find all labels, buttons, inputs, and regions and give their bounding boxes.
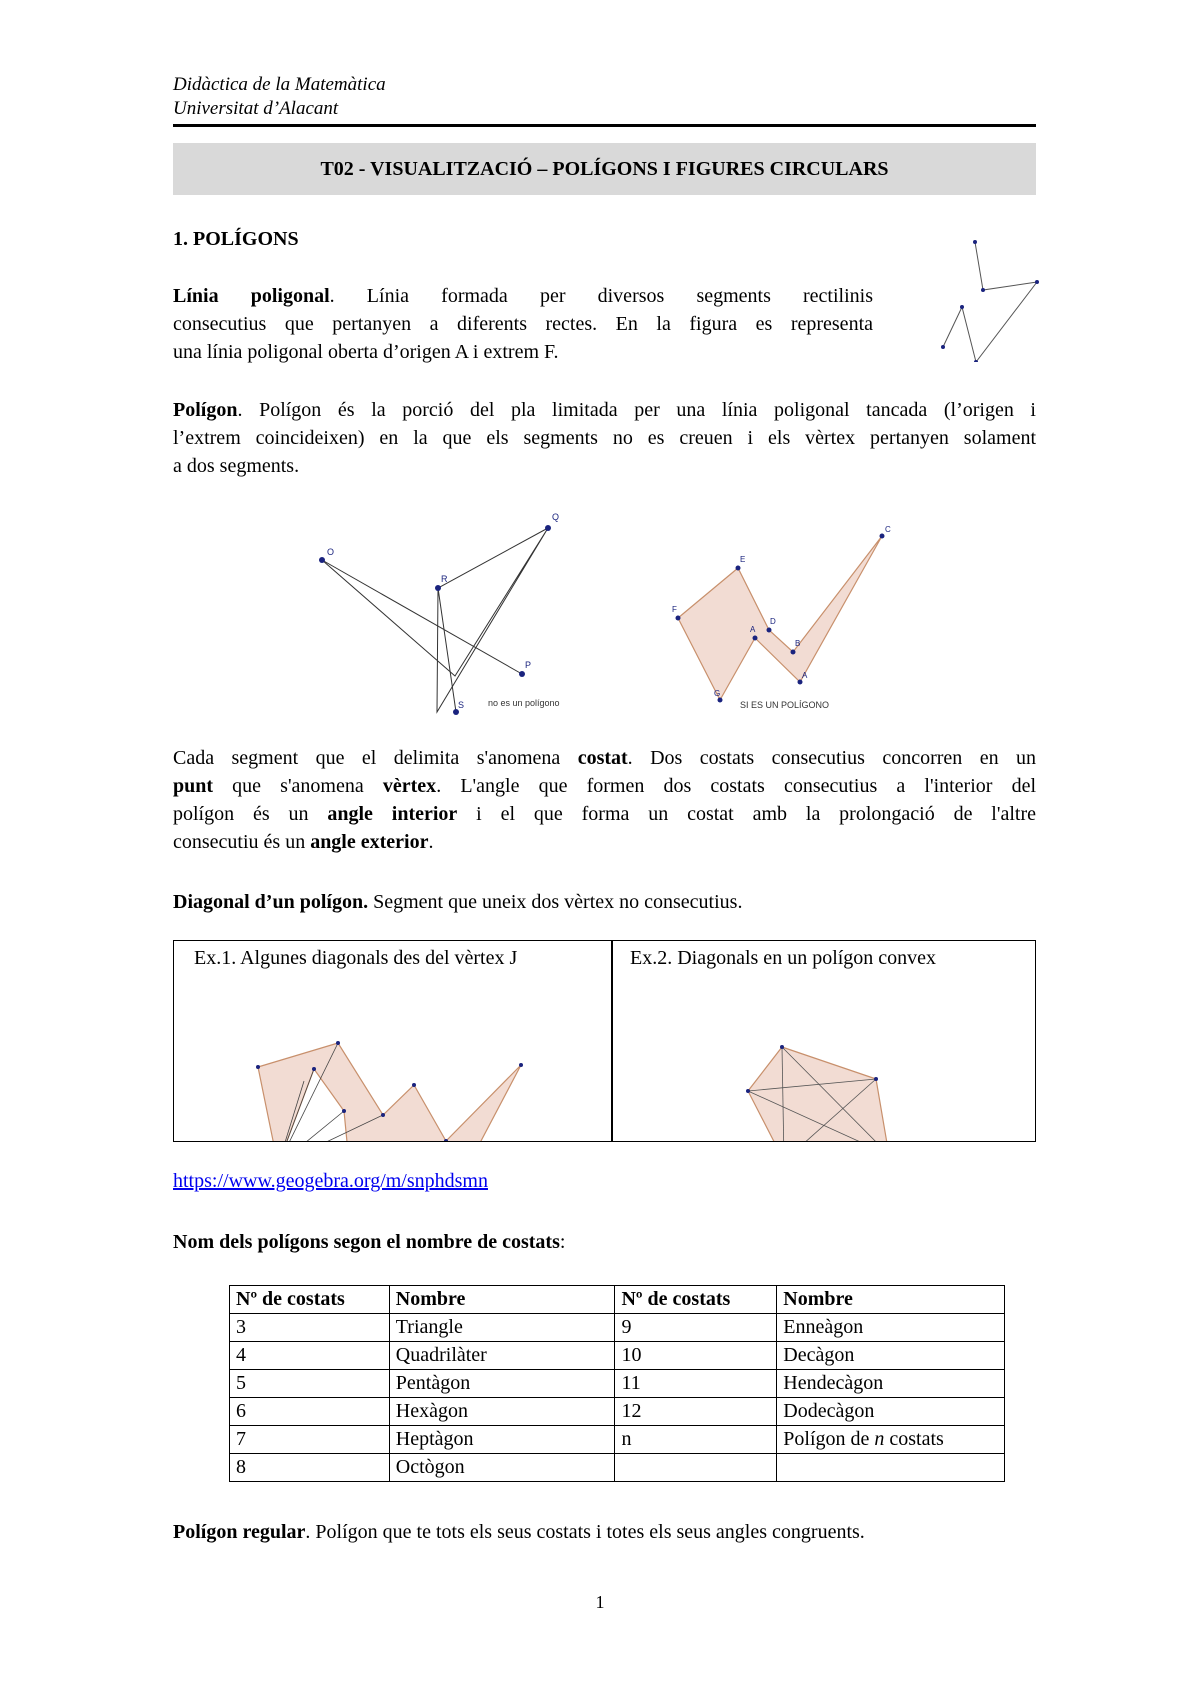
names-table-heading: Nom dels polígons segon el nombre de costats: [173,1231,566,1253]
svg-text:P: P [525,660,532,670]
header-rule [173,124,1036,127]
poligon-paragraph: Polígon. Polígon és la porció del pla limitada per una línia poligonal tancada (l’origen i l’extrem coincideixen) en la que els segments no es creuen i els vèrtex pertanyen solament a dos segments. [173,399,1036,477]
table-row [230,1398,1005,1426]
svg-text:E: E [740,555,746,564]
polygon-names-table [229,1285,1005,1482]
linia-poligonal-paragraph: Línia poligonal. Línia formada per diversos segments rectilinis consecutius que pertanyen a diferents rectes. En la figura es representa una línia poligonal oberta d’origen A i extrem F. [173,285,874,363]
non-polygon-figure [319,512,560,715]
table-cell: 7 [230,1426,390,1454]
header-university: Universitat d’Alacant [173,98,339,119]
header-cell: Nombre [777,1286,1005,1314]
table-row [230,1314,1005,1342]
svg-text:F: F [672,605,677,614]
header-cell: Nombre [389,1286,615,1314]
table-row [230,1342,1005,1370]
example2-caption: Ex.2. Diagonals en un polígon convex [630,947,937,969]
diagonals-examples-box [173,940,1036,1142]
table-cell: Hexàgon [389,1398,615,1426]
svg-text:D: D [770,617,776,626]
table-cell: 8 [230,1454,390,1482]
table-cell: Polígon de n costats [777,1426,1005,1454]
table-cell: 4 [230,1342,390,1370]
header-cell: Nº de costats [230,1286,390,1314]
table-cell: 6 [230,1398,390,1426]
table-row [230,1426,1005,1454]
table-cell: Dodecàgon [777,1398,1005,1426]
page-title: T02 - VISUALITZACIÓ – POLÍGONS I FIGURES CIRCULARS [173,143,1036,195]
svg-text:S: S [458,700,465,710]
header-subject: Didàctica de la Matemàtica [173,74,386,95]
svg-text:R: R [441,574,448,584]
costat-paragraph: Cada segment que el delimita s'anomena costat. Dos costats consecutius concorren en un punt que s'anomena vèrtex. L'angle que formen dos costats consecutius a l'interior del polígon és un angle interior i el que forma un costat amb la prolongació de l'altre consecutiu és un angle exterior. [173,747,1036,853]
page-number: 1 [595,1592,605,1612]
polygon-comparison-figure [300,500,920,720]
table-cell: Triangle [389,1314,615,1342]
table-cell: Hendecàgon [777,1370,1005,1398]
header-cell: Nº de costats [615,1286,777,1314]
table-row [230,1370,1005,1398]
example1-figure [174,981,611,1141]
regular-polygon-paragraph: Polígon regular. Polígon que te tots els seus costats i totes els seus angles congruents. [173,1521,865,1543]
polygonal-line-figure [900,232,1050,362]
svg-text:O: O [327,547,335,557]
table-cell: Quadrilàter [389,1342,615,1370]
svg-text:A: A [802,671,808,680]
non-polygon-caption: no es un polígono [488,698,560,708]
table-cell: Octògon [389,1454,615,1482]
example2-figure [612,981,1035,1141]
polygon-figure [672,525,891,710]
svg-text:G: G [714,689,721,698]
svg-text:B: B [795,639,801,648]
svg-text:A: A [750,625,756,634]
table-cell: 9 [615,1314,777,1342]
table-cell: n [615,1426,777,1454]
svg-text:Q: Q [552,512,560,522]
polygon-caption: SI ES UN POLÍGONO [740,700,830,710]
table-cell: Decàgon [777,1342,1005,1370]
table-cell: Pentàgon [389,1370,615,1398]
table-cell: 3 [230,1314,390,1342]
table-cell: 12 [615,1398,777,1426]
table-cell: 11 [615,1370,777,1398]
table-cell [615,1454,777,1482]
table-row [230,1454,1005,1482]
table-cell: 5 [230,1370,390,1398]
example1-caption: Ex.1. Algunes diagonals des del vèrtex J [194,947,518,969]
table-cell: Heptàgon [389,1426,615,1454]
table-cell: 10 [615,1342,777,1370]
table-header-row [230,1286,1005,1314]
diagonal-paragraph: Diagonal d’un polígon. Segment que uneix dos vèrtex no consecutius. [173,891,743,913]
table-cell [777,1454,1005,1482]
geogebra-link[interactable]: https://www.geogebra.org/m/snphdsmn [173,1170,488,1192]
svg-text:C: C [885,525,891,534]
table-cell: Enneàgon [777,1314,1005,1342]
section-heading: 1. POLÍGONS [173,228,299,250]
